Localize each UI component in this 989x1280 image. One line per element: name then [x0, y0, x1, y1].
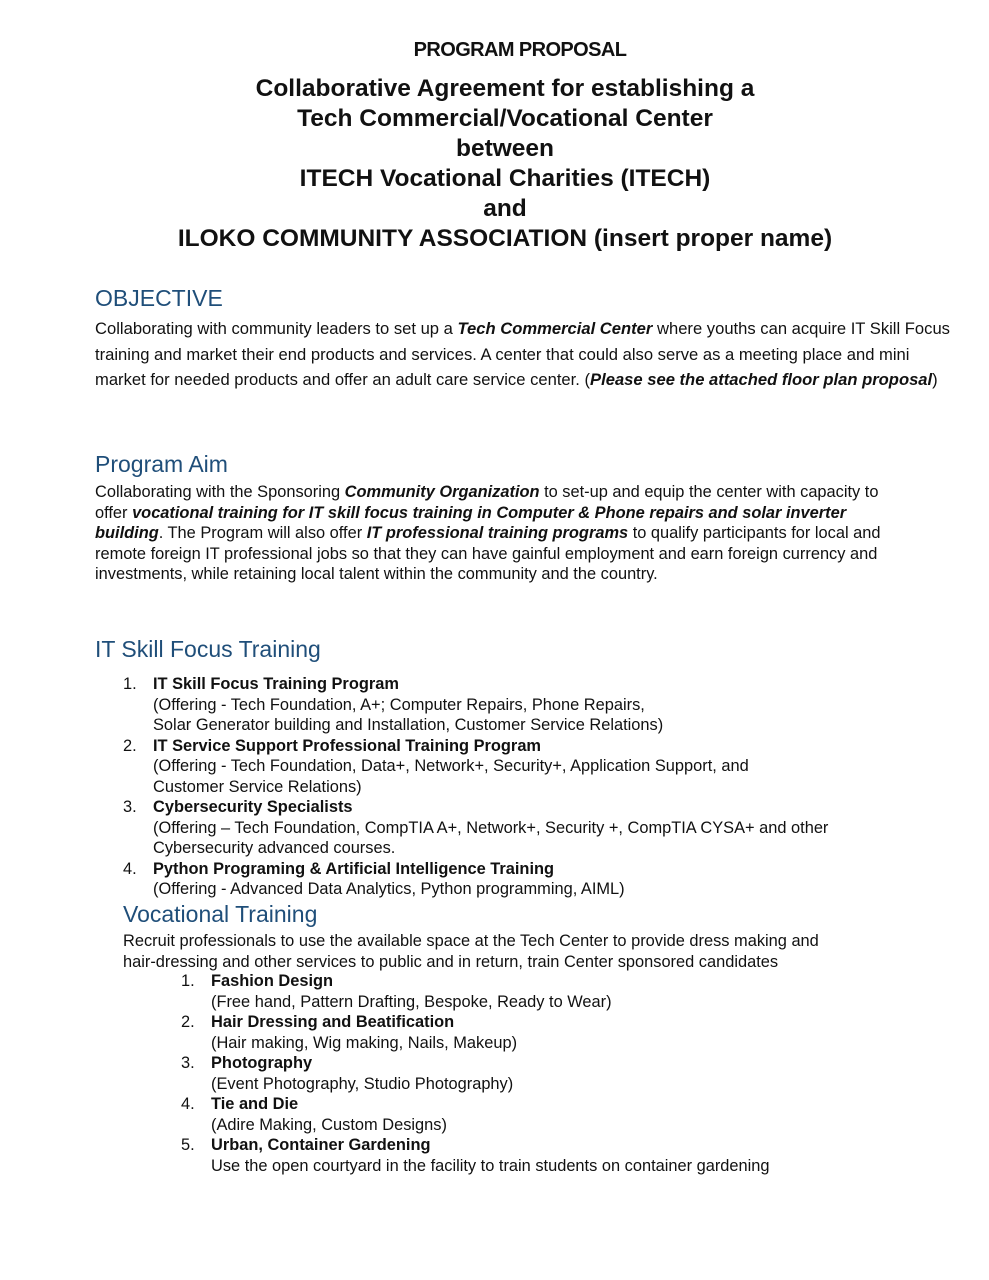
list-item-title: Hair Dressing and Beatification: [211, 1013, 455, 1031]
list-item: 3. Cybersecurity Specialists (Offering – Tech Foundation, CompTIA A+, Network+, Security +, CompTIA CYSA+ and other Cybersecurity advanced courses.: [123, 797, 923, 859]
list-item-title: IT Service Support Professional Training Program: [153, 736, 542, 755]
list-item: 1. IT Skill Focus Training Program (Offering - Tech Foundation, A+; Computer Repairs, Phone Repairs, Solar Generator building and Installation, Customer Service Relations): [123, 674, 923, 736]
title-line: Tech Commercial/Vocational Center: [297, 105, 713, 132]
list-item: 5. Urban, Container Gardening Use the open courtyard in the facility to train students on container gardening: [181, 1135, 941, 1176]
title-line: ITECH Vocational Charities (ITECH): [299, 165, 711, 192]
program-aim-paragraph: Collaborating with the Sponsoring Community Organization to set-up and equip the center with capacity to offer vocational training for IT skill focus training in Computer & Phone repairs and solar inverter building. The Program will also offer IT professional training programs to qualify participants for local and remote foreign IT professional jobs so that they can have gainful employment and earn foreign currency and investments, while retaining local talent within the community and the country.: [95, 483, 881, 583]
title-line: and: [483, 195, 527, 222]
list-item-desc: (Offering - Tech Foundation, Data+, Network+, Security+, Application Support, and: [153, 757, 749, 775]
list-item-desc: Use the open courtyard in the facility to train students on container gardening: [211, 1156, 770, 1175]
list-item-desc: Solar Generator building and Installation, Customer Service Relations): [153, 716, 664, 734]
title-line: ILOKO COMMUNITY ASSOCIATION (insert proper name): [177, 225, 833, 252]
list-item-desc: (Event Photography, Studio Photography): [211, 1074, 514, 1093]
title-line: Collaborative Agreement for establishing a: [255, 75, 755, 102]
list-item-desc: (Adire Making, Custom Designs): [211, 1115, 447, 1134]
list-item-title: Photography: [211, 1054, 313, 1072]
list-item-title: Python Programing & Artificial Intelligence Training: [153, 859, 555, 878]
list-item-desc: (Offering - Advanced Data Analytics, Python programming, AIML): [153, 880, 625, 898]
list-item: 3. Photography (Event Photography, Studio Photography): [181, 1053, 941, 1094]
list-item-desc: (Free hand, Pattern Drafting, Bespoke, Ready to Wear): [211, 992, 612, 1011]
program-aim-heading: Program Aim: [95, 451, 228, 477]
document-kicker: PROGRAM PROPOSAL: [413, 39, 627, 61]
list-item: 2. IT Service Support Professional Training Program (Offering - Tech Foundation, Data+, Network+, Security+, Application Support, and Customer Service Relations): [123, 736, 923, 798]
list-item-desc: (Hair making, Wig making, Nails, Makeup): [211, 1033, 518, 1052]
list-item-title: Fashion Design: [211, 972, 334, 990]
objective-paragraph: Collaborating with community leaders to set up a Tech Commercial Center where youths can acquire IT Skill Focus training and market their end products and services. A center that could also serve as a meeting place and mini market for needed products and offer an adult care service center. (Please see the attached floor plan proposal): [95, 319, 950, 389]
it-training-heading: IT Skill Focus Training: [95, 636, 321, 662]
vocational-heading: Vocational Training: [123, 901, 318, 927]
objective-heading: OBJECTIVE: [95, 285, 223, 311]
vocational-list: [181, 971, 941, 1176]
vocational-intro: Recruit professionals to use the available space at the Tech Center to provide dress making and hair-dressing and other services to public and in return, train Center sponsored candidates: [123, 932, 819, 971]
document-title: [0, 74, 989, 254]
title-line: between: [455, 135, 555, 162]
list-item: 4. Python Programing & Artificial Intelligence Training (Offering - Advanced Data Analytics, Python programming, AIML): [123, 859, 923, 900]
list-item-title: Urban, Container Gardening: [211, 1136, 431, 1154]
list-item: 4. Tie and Die (Adire Making, Custom Designs): [181, 1094, 941, 1135]
list-item: 1. Fashion Design (Free hand, Pattern Drafting, Bespoke, Ready to Wear): [181, 971, 941, 1012]
list-item-title: Cybersecurity Specialists: [153, 798, 353, 816]
list-item-desc: (Offering – Tech Foundation, CompTIA A+, Network+, Security +, CompTIA CYSA+ and other: [153, 818, 829, 837]
list-item-desc: Customer Service Relations): [153, 777, 362, 796]
list-item-title: IT Skill Focus Training Program: [153, 675, 399, 693]
list-item-desc: Cybersecurity advanced courses.: [153, 839, 396, 857]
list-item-title: Tie and Die: [211, 1095, 299, 1113]
list-item-desc: (Offering - Tech Foundation, A+; Computer Repairs, Phone Repairs,: [153, 695, 645, 714]
it-training-list: [123, 674, 923, 900]
list-item: 2. Hair Dressing and Beatification (Hair making, Wig making, Nails, Makeup): [181, 1012, 941, 1053]
